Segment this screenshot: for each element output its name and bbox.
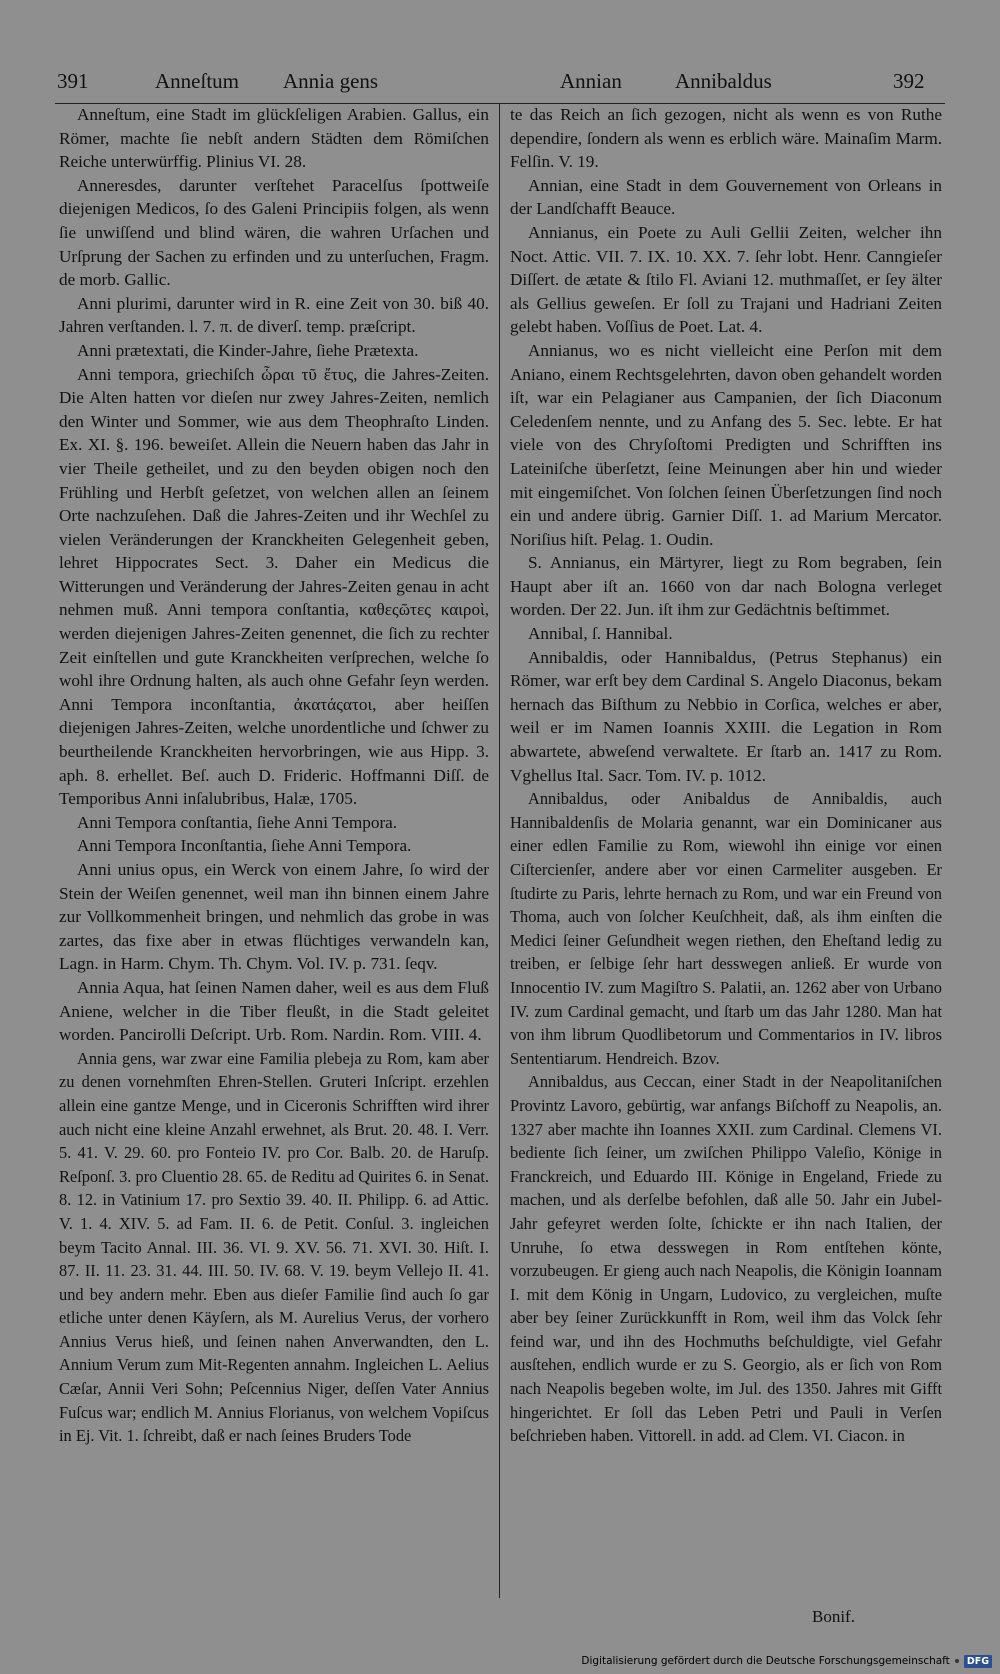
entry-annibaldus-dominican: Annibaldus, oder Anibaldus de Annibaldis, auch Hannibaldenſis de Molaria genannt, war ein Dominicaner aus einer edlen Familie zu Rom, wiewohl ihn einige vor einen Ciſtercienſer, andere aber vor einen Carmeliter ausgeben. Er ſtudirte zu Paris, lehrte hernach zu Rom, und war ein Freund von Thoma, auch von ſolcher Keuſchheit, daß, als ihm einſten die Medici ſeiner Geſundheit wegen riethen, den Eheſtand ledig zu treiben, er ſelbige ſehr hart desswegen anließ. Er wurde von Innocentio IV. zum Magiſtro S. Palatii, an. 1262 aber von Urbano IV. zum Cardinal gemacht, und ſtarb um das Jahr 1280. Man hat von ihm librum Quodlibetorum und Commentarios in IV. libros Sententiarum. Hendreich. Bzov. [510, 789, 942, 1068]
left-header-word-2: Annia gens [283, 69, 379, 93]
left-header-word-1: Anneſtum [155, 69, 239, 93]
entry-annianus-poet: Annianus, ein Poete zu Auli Gellii Zeiten, welcher ihn Noct. Attic. VII. 7. IX. 10. XX. 7. ſehr lobt. Henr. Canngieſer Diſſert. de ætate & ſtilo Fl. Aviani 12. muthmaſſet, er ſey älter als Gellius geweſen. Er ſoll zu Trajani und Hadriani Zeiten gelebt haben. Voſſius de Poet. Lat. 4. [510, 222, 942, 337]
separator-dot [955, 1659, 959, 1663]
entry-annestum: Anneſtum, eine Stadt im glückſeligen Arabien. Gallus, ein Römer, machte ſie nebſt andern Städten dem Römiſchen Reiche unterwürffig. Plinius VI. 28. [59, 105, 489, 172]
entry-s-annianus: S. Annianus, ein Märtyrer, liegt zu Rom begraben, ſein Haupt aber iſt an. 1660 von dar nach Bologna verleget worden. Der 22. Jun. iſt ihm zur Gedächtnis beſtimmet. [510, 553, 942, 620]
left-column [59, 103, 489, 1603]
catchword: Bonif. [812, 1607, 855, 1626]
entry-annia-gens: Annia gens, war zwar eine Familia plebeja zu Rom, kam aber zu denen vornehmſten Ehren-Stellen. Gruteri Inſcript. erzehlen allein eine gantze Menge, und in Ciceronis Schrifften wird ihrer auch nicht eine kleine Anzahl erwehnet, als Brut. 20. 48. I. Verr. 5. 41. V. 29. 60. pro Fonteio IV. pro Cor. Balb. 20. de Haruſp. Reſponſ. 3. pro Cluentio 28. 65. de Reditu ad Quirites 6. in Senat. 8. 12. in Vatinium 17. pro Sextio 39. 40. II. Philipp. 6. ad Attic. V. 1. 4. XIV. 5. ad Fam. II. 6. de Petit. Conſul. 3. ingleichen beym Tacito Annal. III. 36. VI. 9. XV. 56. 71. XVI. 30. Hiſt. I. 87. II. 11. 23. 31. 44. III. 50. IV. 68. V. 19. beym Vellejo II. 41. und bey andern mehr. Eben aus dieſer Familie ſind auch ſo gar etliche unter denen Käyſern, als M. Aurelius Verus, der vorhero Annius Verus hieß, und ſeinen nahen Anverwandten, den L. Annium Verum zum Mit-Regenten annahm. Ingleichen L. Aelius Cæſar, Annii Veri Sohn; Peſcennius Niger, deſſen Vater Annius Fuſcus war; endlich M. Annius Florianus, von welchem Vopiſcus in Ej. Vit. 1. ſchreibt, daß er nach ſeines Bruders Tode [59, 1048, 489, 1446]
running-header [55, 63, 945, 103]
dfg-logo: DFG [964, 1655, 992, 1668]
left-page-number: 391 [57, 69, 89, 93]
column-divider [499, 103, 500, 1598]
right-column [510, 103, 942, 1603]
entry-anneresdes: Anneresdes, darunter verſtehet Paracelſus ſpottweiſe diejenigen Medicos, ſo des Galeni Principiis folgen, als wenn ſie unwiſſend und blind wären, die wahren Urſachen und Urſprung der Sachen zu erfinden und zu unterſuchen, Fragm. de morb. Gallic. [59, 175, 489, 290]
entry-anni-unius-opus: Anni unius opus, ein Werck von einem Jahre, ſo wird der Stein der Weiſen genennet, weil man ihn binnen einem Jahre zur Vollkommenheit bringen, und nehmlich das grobe in was zartes, das fixe aber in etwas flüchtiges verwandeln kan, Lagn. in Harm. Chym. Th. Chym. Vol. IV. p. 731. ſeqv. [59, 860, 489, 974]
right-header-word-1: Annian [560, 69, 622, 93]
scanned-page [55, 55, 945, 1640]
right-page-number: 392 [893, 69, 925, 93]
entry-annianus-pelagian: Annianus, wo es nicht vielleicht eine Perſon mit dem Aniano, einem Rechtsgelehrten, davon oben gehandelt worden iſt, war ein Pelagianer aus Campanien, der ſich Diaconum Celedenſem nennte, und zu Anfang des 5. Sec. lebte. Er hat viele von des Chryſoſtomi Predigten und Schrifften ins Lateiniſche überſetzt, ſeine Meinungen aber hin und wieder mit eingemiſchet. Von ſolchen ſeinen Überſetzungen ſind noch ein und andere übrig. Garnier Diſſ. 1. ad Marium Mercator. Noriſius hiſt. Pelag. 1. Oudin. [510, 340, 942, 549]
entry-continuation: te das Reich an ſich gezogen, nicht als wenn es von Ruthe dependire, ſondern als wenn es erblich wäre. Mainaſim Marm. Felſin. V. 19. [510, 105, 942, 172]
entry-annia-aqua: Annia Aqua, hat ſeinen Namen daher, weil es aus dem Fluß Aniene, welcher in die Tiber fleußt, in die Stadt geleitet worden. Pancirolli Deſcript. Urb. Rom. Nardin. Rom. VIII. 4. [59, 977, 489, 1045]
entry-annibal: Annibal, ſ. Hannibal. [528, 624, 673, 644]
entry-anni-tempora-constantia: Anni Tempora conſtantia, ſiehe Anni Tempora. [77, 812, 398, 832]
entry-annibaldis: Annibaldis, oder Hannibaldus, (Petrus Stephanus) ein Römer, war erſt bey dem Cardinal S. Angelo Diaconus, bekam hernach das Biſthum zu Nebbio in Corſica, welches er aber, weil er im Namen Ioannis XXIII. die Legation in Rom abwartete, abweſend verwaltete. Er ſtarb an. 1417 zu Rom. Vghellus Ital. Sacr. Tom. IV. p. 1012. [510, 647, 942, 785]
entry-anni-plurimi: Anni plurimi, darunter wird in R. eine Zeit von 30. biß 40. Jahren verſtanden. l. 7. π. de diverſ. temp. præſcript. [59, 293, 489, 337]
right-header-word-2: Annibaldus [675, 69, 772, 93]
footer-text: Digitalisierung gefördert durch die Deutsche Forschungsgemeinschaft [581, 1655, 950, 1667]
entry-annian: Annian, eine Stadt in dem Gouvernement von Orleans in der Landſchafft Beauce. [510, 175, 942, 219]
entry-anni-tempora-inconstantia: Anni Tempora Inconſtantia, ſiehe Anni Tempora. [77, 836, 412, 856]
entry-annibaldus-ceccan: Annibaldus, aus Ceccan, einer Stadt in der Neapolitaniſchen Provintz Lavoro, gebürtig, war anfangs Biſchoff zu Neapolis, an. 1327 aber machte ihn Ioannes XXII. zum Cardinal. Clemens VI. bediente ſich ſeiner, um zwiſchen Philippo Valeſio, Könige in Franckreich, und Eduardo III. Könige in Engeland, Friede zu machen, und als derſelbe befohlen, daß alle 50. Jahr ein Jubel-Jahr gefeyret werden ſolte, ſchickte er ihn nach Italien, der Unruhe, ſo etwa desswegen in Rom entſtehen könte, vorzubeugen. Er gieng auch nach Neapolis, die Königin Ioannam I. mit dem König in Ungarn, Ludovico, zu vergleichen, muſte aber bey ſeiner Zurückkunfft in Rom, weil ihm das Volck ſehr feind war, und ihn des Hochmuths beſchuldigte, viel Gefahr ausſtehen, endlich wurde er zu S. Georgio, als er ſich von Rom nach Neapolis begeben wolte, im Jul. des 1350. Jahres mit Gifft hingerichtet. Er ſoll das Leben Petri und Pauli in Verſen beſchrieben haben. Vittorell. in add. ad Clem. VI. Ciacon. in [510, 1072, 942, 1446]
footer [581, 1652, 992, 1670]
entry-anni-praetextati: Anni prætextati, die Kinder-Jahre, ſiehe Prætexta. [77, 340, 419, 360]
entry-anni-tempora: Anni tempora, griechiſch ὧραι τῦ ἔτυς, die Jahres-Zeiten. Die Alten hatten vor dieſen nur zwey Jahres-Zeiten, nemlich den Winter und Sommer, wie aus dem Theophraſto Linden. Ex. XI. §. 196. beweiſet. Allein die Neuern haben das Jahr in vier Theile getheilet, und zu den beyden obigen noch den Frühling und Herbſt geſetzet, von welchen allen an ſeinem Orte nachzuſehen. Daß die Jahres-Zeiten und ihr Wechſel zu vielen Veränderungen der Kranckheiten Gelegenheit geben, lehret Hippocrates Sect. 3. Daher ein Medicus die Witterungen und Veränderung der Jahres-Zeiten genau in acht nehmen muß. Anni tempora conſtantia, καθεςῶτες καιροὶ, werden diejenigen Jahres-Zeiten genennet, die ſich zu rechter Zeit einſtellen und gute Kranckheiten verſprechen, welche ſo wohl ihre Ordnung halten, als auch ohne Gefahr ſeyn werden. Anni Tempora inconſtantia, ἀκατάςατοι, aber heiſſen diejenigen Jahres-Zeiten, welche unordentliche und ſchwer zu beurtheilende Kranckheiten hervorbringen, wie aus Hipp. 3. aph. 8. erhellet. Beſ. auch D. Frideric. Hoffmanni Diſſ. de Temporibus Anni inſalubribus, Halæ, 1705. [59, 364, 489, 809]
